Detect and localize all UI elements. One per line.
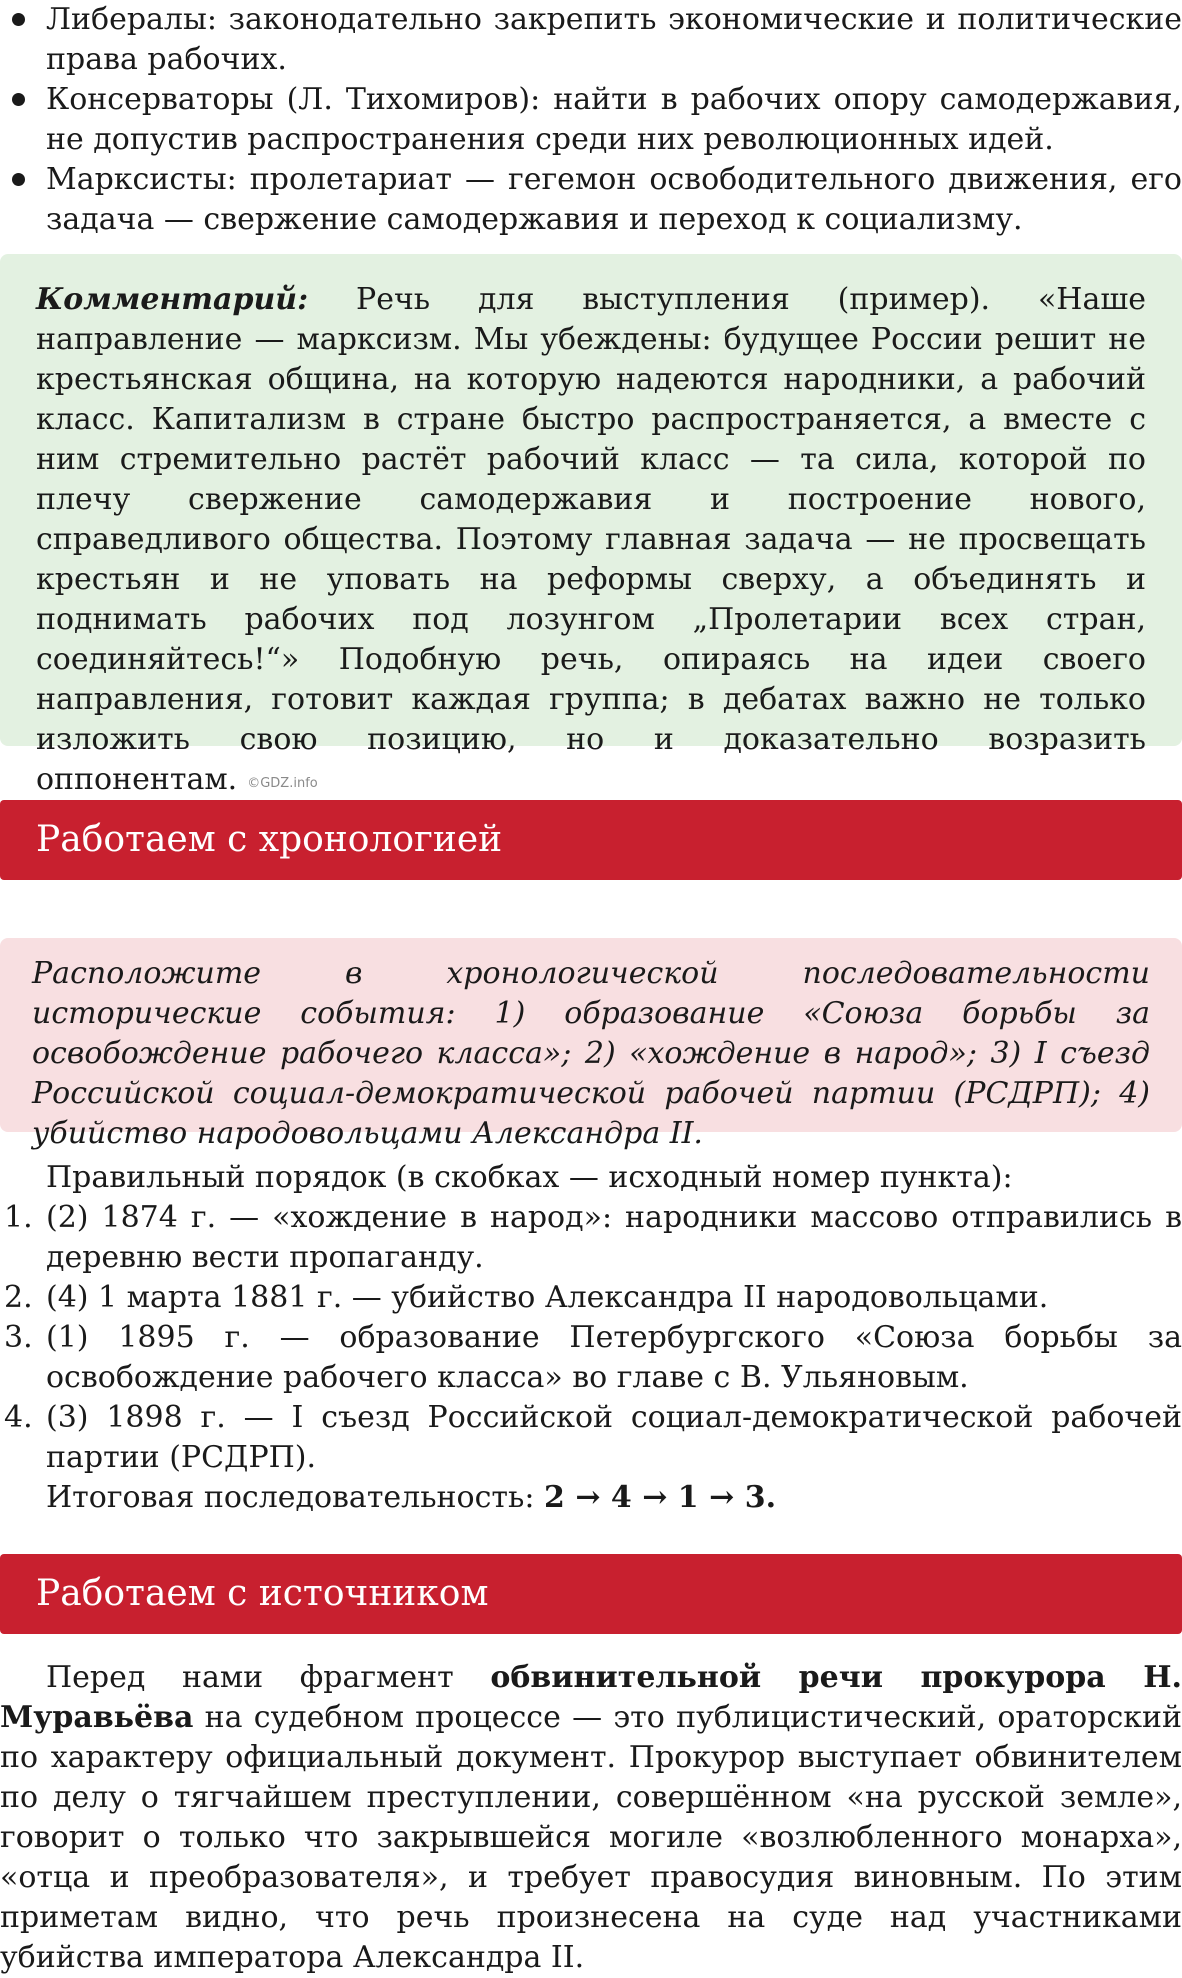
bullet-icon	[12, 173, 25, 186]
bullet-list	[0, 0, 1182, 240]
bullet-text: Марксисты: пролетариат — гегемон освободительного движения, его задача — свержение самодержавия и переход к социализму.	[46, 162, 1182, 237]
comment-label: Комментарий:	[36, 282, 309, 317]
section-header-source: Работаем с источником	[0, 1554, 1182, 1634]
list-item	[0, 0, 1182, 80]
answer-block	[0, 1158, 1182, 1518]
bullet-text: Либералы: законодательно закрепить экономические и политические права рабочих.	[46, 2, 1182, 77]
bullet-icon	[12, 93, 25, 106]
bullet-icon	[12, 13, 25, 26]
section-header-chronology: Работаем с хронологией	[0, 800, 1182, 880]
source-text-rest: на судебном процессе — это публицистический, ораторский по характеру официальный документ. Прокурор выступает обвинителем по делу о тягчайшем преступлении, совершённом «на русской земле», говорит о только что закрывшейся могиле «возлюбленного монарха», «отца и преобразователя», и требует правосудия виновным. По этим приметам видно, что речь произнесена на суде над участниками убийства императора Александра II.	[0, 1700, 1182, 1975]
task-box	[0, 938, 1182, 1151]
bullet-text: Консерваторы (Л. Тихомиров): найти в рабочих опору самодержавия, не допустив распространения среди них революционных идей.	[46, 82, 1182, 157]
list-item	[0, 1278, 1182, 1318]
list-item	[0, 1318, 1182, 1398]
final-sequence: 2 → 4 → 1 → 3	[544, 1480, 766, 1515]
source-paragraph	[0, 1658, 1182, 1978]
list-item	[0, 1398, 1182, 1478]
item-text: (1) 1895 г. — образование Петербургского «Союза борьбы за освобождение рабочего класса» во главе с В. Ульяновым.	[46, 1320, 1182, 1395]
answer-intro: Правильный порядок (в скобках — исходный номер пункта):	[46, 1160, 1013, 1195]
list-item	[0, 80, 1182, 160]
comment-text: Речь для выступления (пример). «Наше направление — марксизм. Мы убеждены: будущее России решит не крестьянская община, на которую надеются народники, а рабочий класс. Капитализм в стране быстро распространяется, а вместе с ним стремительно растёт рабочий класс — та сила, которой по плечу свержение самодержавия и построение нового, справедливого общества. Поэтому главная задача — не просвещать крестьян и не уповать на реформы сверху, а объединять и поднимать рабочих под лозунгом „Пролетарии всех стран, соединяйтесь!“» Подобную речь, опираясь на идеи своего направления, готовит каждая группа; в дебатах важно не только изложить свою позицию, но и доказательно возразить оппонентам.	[36, 282, 1146, 797]
source-text-bold: обвинительной речи прокурора Н. Муравьёва	[0, 1660, 1182, 1735]
source-text-start: Перед нами фрагмент	[46, 1660, 491, 1695]
item-number: 2.	[4, 1280, 33, 1315]
final-label: Итоговая последовательность:	[46, 1480, 544, 1515]
item-text: (3) 1898 г. — I съезд Российской социал-демократической рабочей партии (РСДРП).	[46, 1400, 1182, 1475]
item-text: (2) 1874 г. — «хождение в народ»: народники массово отправились в деревню вести пропаганду.	[46, 1200, 1182, 1275]
watermark-text: ©GDZ.info	[247, 776, 318, 791]
final-end: .	[765, 1480, 777, 1515]
item-number: 4.	[4, 1400, 33, 1435]
list-item	[0, 160, 1182, 240]
item-number: 3.	[4, 1320, 33, 1355]
task-text: Расположите в хронологической последовательности исторические события: 1) образование «Союза борьбы за освобождение рабочего класса»; 2) «хождение в народ»; 3) I съезд Российской социал-демократической рабочей партии (РСДРП); 4) убийство народовольцами Александра II.	[32, 956, 1150, 1151]
final-sequence-line	[0, 1478, 1182, 1518]
answer-list	[0, 1198, 1182, 1478]
comment-box	[0, 254, 1182, 797]
item-text: (4) 1 марта 1881 г. — убийство Александра II народовольцами.	[46, 1280, 1049, 1315]
item-number: 1.	[4, 1200, 33, 1235]
list-item	[0, 1198, 1182, 1278]
